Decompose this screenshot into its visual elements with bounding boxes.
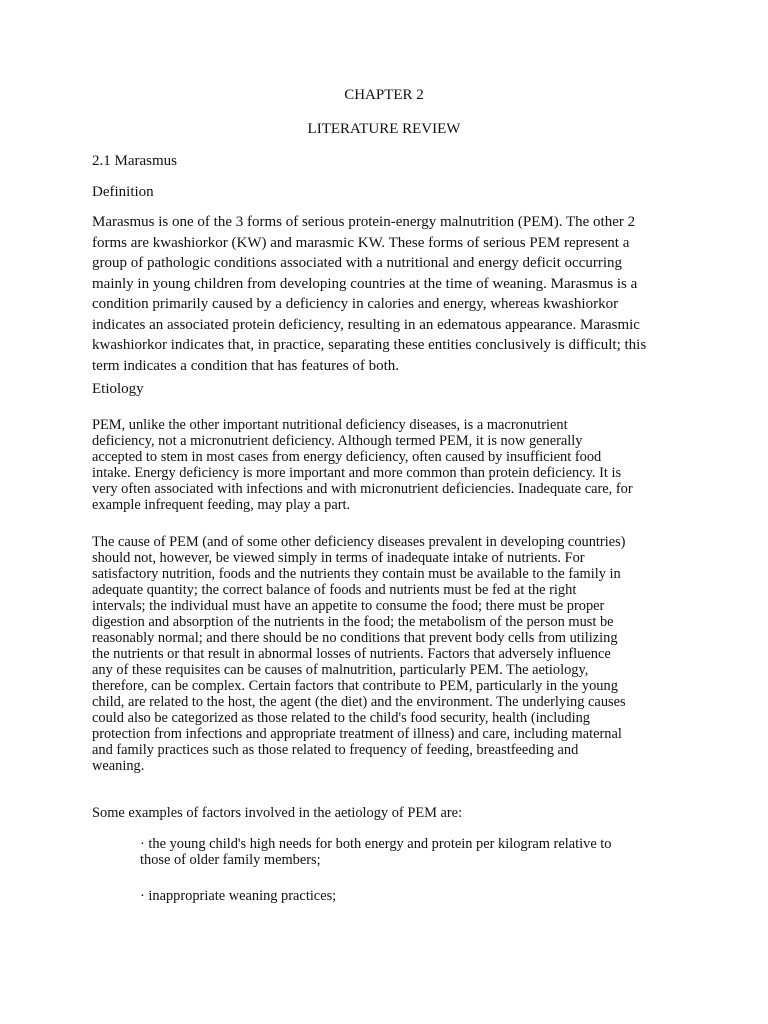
definition-line: condition primarily caused by a deficiency in calories and energy, whereas kwashiorkor xyxy=(92,296,619,312)
bullet-line: those of older family members; xyxy=(140,852,321,868)
bullet-item xyxy=(140,888,680,904)
etiology-line: satisfactory nutrition, foods and the nutrients they contain must be available to the family in xyxy=(92,566,621,582)
etiology-line: PEM, unlike the other important nutritional deficiency diseases, is a macronutrient xyxy=(92,417,568,433)
definition-heading: Definition xyxy=(92,184,154,200)
etiology-line: The cause of PEM (and of some other deficiency diseases prevalent in developing countries) xyxy=(92,534,626,550)
etiology-heading: Etiology xyxy=(92,381,144,397)
etiology-line: and family practices such as those related to frequency of feeding, breastfeeding and xyxy=(92,742,579,758)
definition-line: forms are kwashiorkor (KW) and marasmic KW. These forms of serious PEM represent a xyxy=(92,234,630,251)
bullet-line: · inappropriate weaning practices; xyxy=(140,888,337,904)
etiology-line: reasonably normal; and there should be no conditions that prevent body cells from utilizing xyxy=(92,630,618,646)
bullet-line: · the young child's high needs for both energy and protein per kilogram relative to xyxy=(140,836,612,852)
examples-intro-line: Some examples of factors involved in the aetiology of PEM are: xyxy=(92,805,463,821)
definition-paragraph xyxy=(92,212,678,376)
definition-line: indicates an associated protein deficiency, resulting in an edematous appearance. Marasmic xyxy=(92,316,640,333)
etiology-line: very often associated with infections and with micronutrient deficiencies. Inadequate care, for xyxy=(92,481,633,497)
definition-line: group of pathologic conditions associated with a nutritional and energy deficit occurring xyxy=(92,255,622,271)
etiology-line: could also be categorized as those related to the child's food security, health (including xyxy=(92,710,590,726)
etiology-line: deficiency, not a micronutrient deficiency. Although termed PEM, it is now generally xyxy=(92,433,583,449)
definition-line: kwashiorkor indicates that, in practice, separating these entities conclusively is difficult; this xyxy=(92,337,647,353)
chapter-label: CHAPTER 2 xyxy=(344,87,424,103)
etiology-paragraph-1 xyxy=(92,417,678,513)
etiology-line: therefore, can be complex. Certain factors that contribute to PEM, particularly in the young xyxy=(92,678,618,694)
etiology-line: weaning. xyxy=(92,758,145,774)
section-heading: 2.1 Marasmus xyxy=(92,153,177,169)
etiology-line: digestion and absorption of the nutrients in the food; the metabolism of the person must be xyxy=(92,614,614,630)
etiology-line: any of these requisites can be causes of malnutrition, particularly PEM. The aetiology, xyxy=(92,662,589,678)
etiology-line: accepted to stem in most cases from energy deficiency, often caused by insufficient food xyxy=(92,449,602,465)
definition-line: term indicates a condition that has features of both. xyxy=(92,357,399,374)
etiology-line: intervals; the individual must have an appetite to consume the food; there must be proper xyxy=(92,598,605,614)
definition-line: mainly in young children from developing countries at the time of weaning. Marasmus is a xyxy=(92,275,638,292)
etiology-line: protection from infections and appropriate treatment of illness) and care, including maternal xyxy=(92,726,622,742)
etiology-line: intake. Energy deficiency is more important and more common than protein deficiency. It is xyxy=(92,465,622,481)
etiology-line: child, are related to the host, the agent (the diet) and the environment. The underlying causes xyxy=(92,694,626,710)
chapter-title: LITERATURE REVIEW xyxy=(307,121,461,137)
etiology-line: should not, however, be viewed simply in terms of inadequate intake of nutrients. For xyxy=(92,550,585,566)
definition-line: Marasmus is one of the 3 forms of serious protein-energy malnutrition (PEM). The other 2 xyxy=(92,214,636,230)
examples-intro xyxy=(92,805,678,821)
etiology-line: adequate quantity; the correct balance of foods and nutrients must be fed at the right xyxy=(92,582,577,598)
etiology-line: the nutrients or that result in abnormal losses of nutrients. Factors that adversely influence xyxy=(92,646,611,662)
etiology-paragraph-2 xyxy=(92,534,678,774)
etiology-line: example infrequent feeding, may play a part. xyxy=(92,497,351,513)
bullet-item xyxy=(140,836,680,868)
